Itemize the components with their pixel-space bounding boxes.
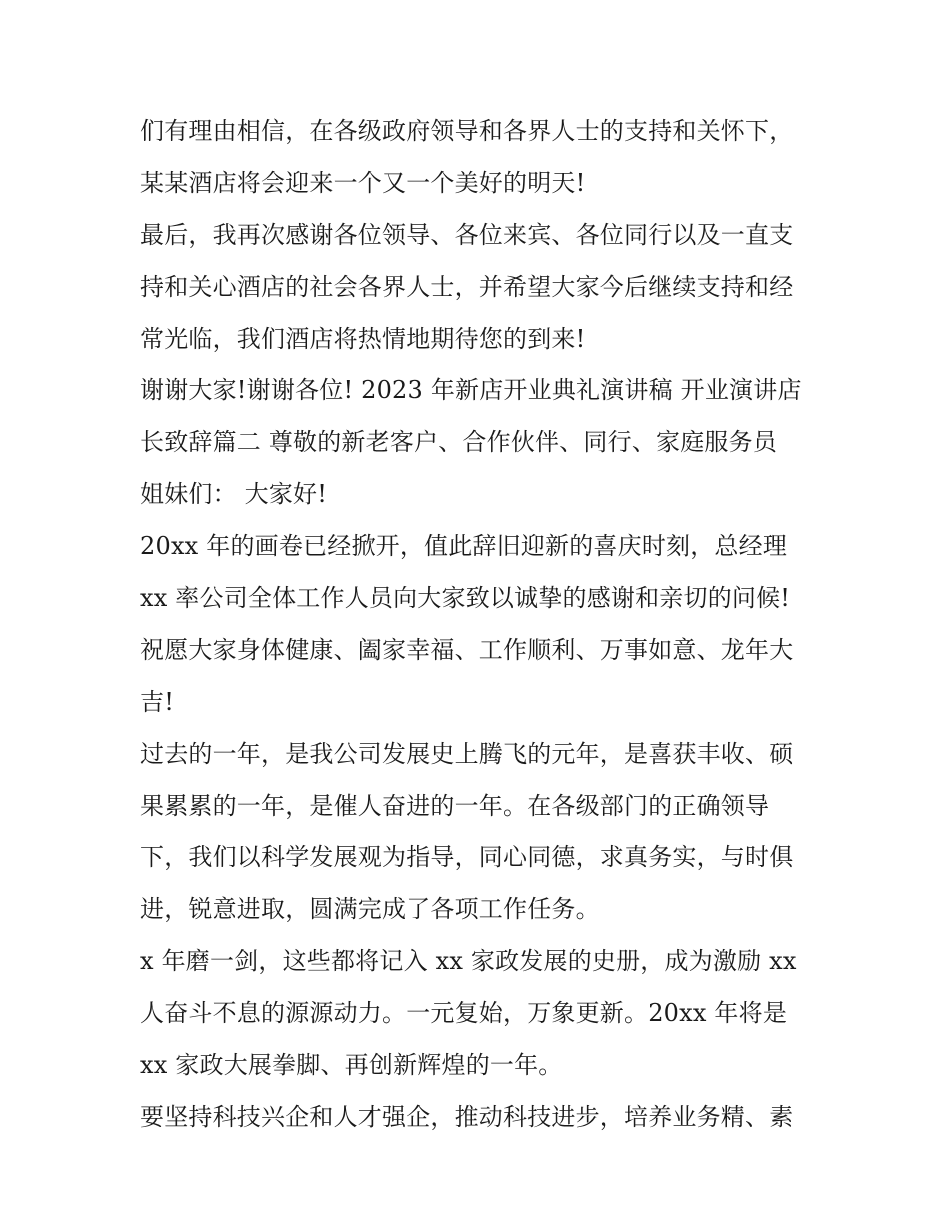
text-line: 姐妹们： 大家好! — [140, 480, 328, 509]
document-body — [140, 106, 820, 1144]
text-line: 人奋斗不息的源源动力。一元复始，万象更新。20xx 年将是 — [140, 999, 788, 1028]
text-line: 果累累的一年，是催人奋进的一年。在各级部门的正确领导 — [140, 791, 770, 820]
text-line: 持和关心酒店的社会各界人士，并希望大家今后继续支持和经 — [140, 272, 794, 301]
text-line: 某某酒店将会迎来一个又一个美好的明天! — [140, 168, 586, 197]
text-line: 祝愿大家身体健康、阖家幸福、工作顺利、万事如意、龙年大 — [140, 635, 794, 664]
text-line: 过去的一年，是我公司发展史上腾飞的元年，是喜获丰收、硕 — [140, 739, 794, 768]
text-line: 下，我们以科学发展观为指导，同心同德，求真务实，与时俱 — [140, 843, 794, 872]
text-line: x 年磨一剑，这些都将记入 xx 家政发展的史册，成为激励 xx — [140, 947, 797, 976]
text-line: 吉! — [140, 687, 175, 716]
text-line: xx 家政大展拳脚、再创新辉煌的一年。 — [140, 1051, 563, 1080]
text-line: 长致辞篇二 尊敬的新老客户、合作伙伴、同行、家庭服务员 — [140, 428, 778, 457]
text-line: 进，锐意进取，圆满完成了各项工作任务。 — [140, 895, 600, 924]
text-line: 要坚持科技兴企和人才强企，推动科技进步，培养业务精、素 — [140, 1102, 794, 1131]
text-line: 谢谢大家!谢谢各位! 2023 年新店开业典礼演讲稿 开业演讲店 — [140, 376, 802, 405]
text-line: 们有理由相信，在各级政府领导和各界人士的支持和关怀下， — [140, 117, 794, 145]
text-line: 最后，我再次感谢各位领导、各位来宾、各位同行以及一直支 — [140, 220, 794, 249]
text-line: 常光临，我们酒店将热情地期待您的到来! — [140, 324, 586, 353]
text-line: 20xx 年的画卷已经掀开，值此辞旧迎新的喜庆时刻，总经理 — [140, 532, 788, 561]
text-line: xx 率公司全体工作人员向大家致以诚挚的感谢和亲切的问候! — [140, 584, 791, 613]
